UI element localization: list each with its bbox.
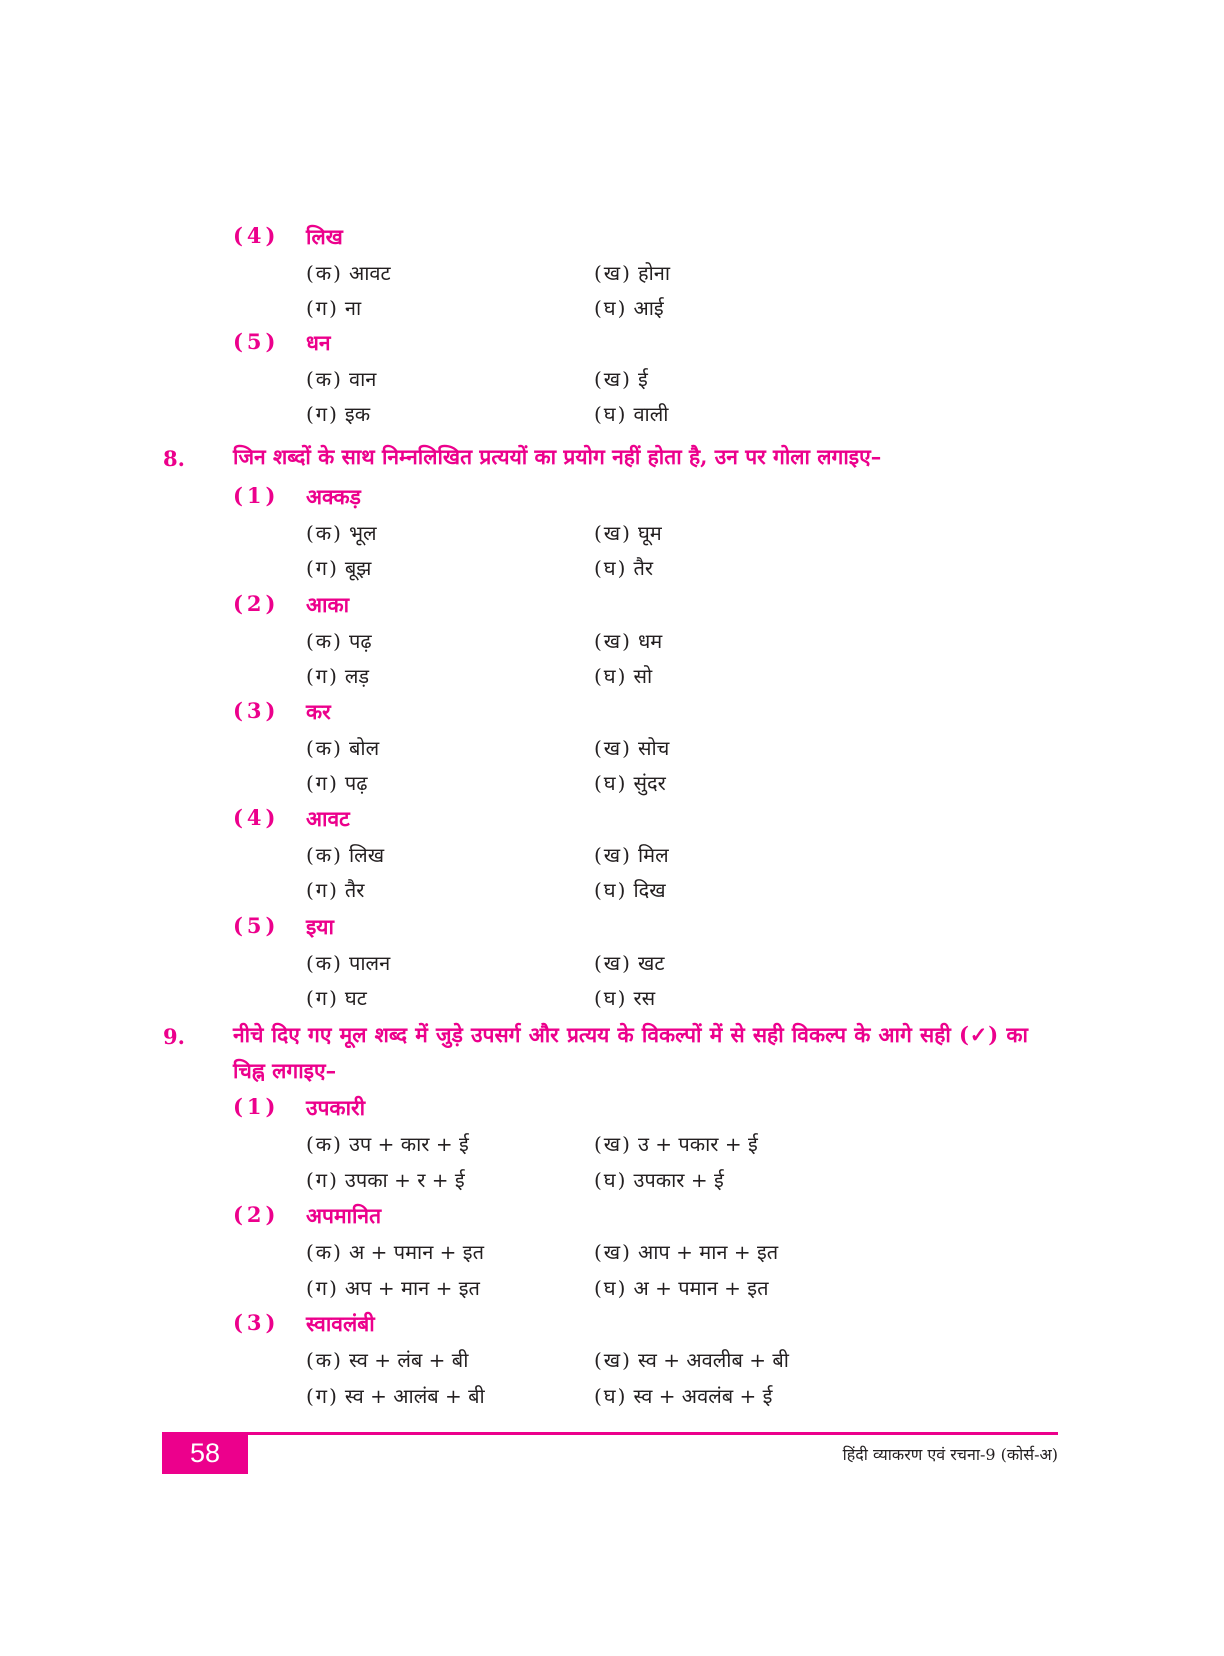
option-label: (घ) — [594, 1276, 628, 1300]
option-text: बोल — [348, 736, 380, 760]
option — [306, 259, 391, 286]
option — [306, 1166, 465, 1193]
option — [306, 949, 390, 976]
option-label: (घ) — [594, 986, 628, 1010]
footer-rule — [245, 1432, 1058, 1435]
suffix-word: कर — [306, 699, 331, 724]
option-text: स्व + आलंब + बी — [344, 1384, 485, 1408]
option — [594, 400, 668, 427]
option-text: भूल — [348, 521, 377, 545]
suffix-word: आवट — [306, 806, 350, 831]
option-text: पढ़ — [344, 771, 368, 795]
option-text: वान — [348, 367, 377, 391]
option-label: (क) — [306, 629, 343, 653]
option — [306, 294, 361, 321]
option — [594, 1274, 768, 1301]
option-label: (ख) — [594, 843, 632, 867]
option — [306, 554, 371, 581]
option-text: उप + कार + ई — [348, 1132, 469, 1156]
option-label: (क) — [306, 367, 343, 391]
item-number: (1) — [233, 483, 280, 508]
option — [594, 627, 662, 654]
option-label: (ग) — [306, 664, 339, 688]
option-text: होना — [637, 261, 671, 285]
option-text: तैर — [633, 556, 654, 580]
option-label: (ग) — [306, 878, 339, 902]
item-number: (5) — [233, 329, 280, 354]
page-number: 58 — [162, 1432, 248, 1474]
question-number: 9. — [163, 1024, 185, 1049]
option-label: (ग) — [306, 1168, 339, 1192]
option — [306, 1274, 480, 1301]
root-word: अपमानित — [306, 1203, 382, 1228]
option-label: (घ) — [594, 1168, 628, 1192]
question-number: 8. — [163, 446, 185, 471]
option — [594, 365, 648, 392]
option-label: (ग) — [306, 1276, 339, 1300]
option-label: (ख) — [594, 951, 632, 975]
option-label: (क) — [306, 261, 343, 285]
suffix-word: अक्कड़ — [306, 484, 361, 509]
option-text: लिख — [348, 843, 385, 867]
option-label: (क) — [306, 1132, 343, 1156]
option-text: सो — [633, 664, 653, 688]
root-word: उपकारी — [306, 1095, 366, 1120]
option-label: (ख) — [594, 521, 632, 545]
option — [306, 841, 384, 868]
option-text: आई — [633, 296, 664, 320]
option-label: (ग) — [306, 556, 339, 580]
option — [594, 1346, 789, 1373]
item-number: (2) — [233, 591, 280, 616]
item-number: (4) — [233, 805, 280, 830]
option-text: स्व + लंब + बी — [348, 1348, 469, 1372]
option-label: (ख) — [594, 261, 632, 285]
option-text: खट — [637, 951, 665, 975]
root-word: स्वावलंबी — [306, 1311, 375, 1336]
option-label: (घ) — [594, 556, 628, 580]
option-text: आप + मान + इत — [637, 1240, 779, 1264]
option-text: आवट — [348, 261, 391, 285]
option — [306, 876, 364, 903]
option-label: (ग) — [306, 402, 339, 426]
option-text: दिख — [633, 878, 666, 902]
option-label: (क) — [306, 736, 343, 760]
option — [594, 984, 655, 1011]
option-label: (ख) — [594, 1348, 632, 1372]
suffix-word: आका — [306, 592, 350, 617]
option-label: (घ) — [594, 771, 628, 795]
item-number: (4) — [233, 223, 280, 248]
option — [594, 259, 670, 286]
option — [306, 1130, 469, 1157]
option — [594, 1130, 758, 1157]
option-text: घूम — [637, 521, 662, 545]
option-text: पालन — [348, 951, 391, 975]
option-text: बूझ — [344, 556, 372, 580]
option-label: (घ) — [594, 402, 628, 426]
option-text: उपकार + ई — [633, 1168, 724, 1192]
option-text: रस — [633, 986, 656, 1010]
option-label: (ग) — [306, 1384, 339, 1408]
option — [306, 365, 376, 392]
option-label: (ख) — [594, 1132, 632, 1156]
option-text: धम — [637, 629, 663, 653]
suffix-word: इया — [306, 914, 334, 939]
option — [306, 519, 377, 546]
option-label: (ग) — [306, 771, 339, 795]
option — [306, 627, 372, 654]
option-label: (क) — [306, 1348, 343, 1372]
option — [594, 1382, 772, 1409]
option-text: इक — [344, 402, 371, 426]
option — [306, 1382, 485, 1409]
option-label: (क) — [306, 1240, 343, 1264]
option-text: अ + पमान + इत — [633, 1276, 769, 1300]
item-number: (1) — [233, 1094, 280, 1119]
item-number: (5) — [233, 913, 280, 938]
option — [306, 734, 379, 761]
option — [594, 519, 662, 546]
option-label: (क) — [306, 951, 343, 975]
option — [594, 554, 653, 581]
option-text: लड़ — [344, 664, 370, 688]
option-text: घट — [344, 986, 367, 1010]
option — [594, 876, 666, 903]
option-text: स्व + अवलीब + बी — [637, 1348, 789, 1372]
option-label: (घ) — [594, 1384, 628, 1408]
item-number: (2) — [233, 1202, 280, 1227]
option-label: (ख) — [594, 629, 632, 653]
option-text: उ + पकार + ई — [637, 1132, 758, 1156]
option-text: सुंदर — [633, 771, 666, 795]
option-label: (घ) — [594, 878, 628, 902]
root-word: धन — [306, 330, 331, 355]
option-text: सोच — [637, 736, 670, 760]
option — [306, 769, 368, 796]
option — [594, 841, 669, 868]
question-text: जिन शब्दों के साथ निम्नलिखित प्रत्ययों का प्रयोग नहीं होता है, उन पर गोला लगाइए– — [233, 444, 882, 469]
option-label: (घ) — [594, 664, 628, 688]
option — [594, 1166, 724, 1193]
item-number: (3) — [233, 1310, 280, 1335]
book-title: हिंदी व्याकरण एवं रचना-9 (कोर्स-अ) — [842, 1445, 1058, 1464]
question-text: नीचे दिए गए मूल शब्द में जुड़े उपसर्ग और प्रत्यय के विकल्पों में से सही विकल्प के आगे सही (✓) का चिह्न लगाइए– — [233, 1022, 1028, 1083]
option — [594, 949, 664, 976]
option — [306, 984, 367, 1011]
option — [594, 294, 664, 321]
option-text: मिल — [637, 843, 669, 867]
option-text: वाली — [633, 402, 669, 426]
option-text: अ + पमान + इत — [348, 1240, 485, 1264]
option-text: उपका + र + ई — [344, 1168, 465, 1192]
option-text: तैर — [344, 878, 365, 902]
option — [306, 1238, 484, 1265]
option-label: (ख) — [594, 1240, 632, 1264]
option — [306, 1346, 468, 1373]
option-text: पढ़ — [348, 629, 372, 653]
option-label: (घ) — [594, 296, 628, 320]
option-text: ई — [637, 367, 648, 391]
option-text: ना — [344, 296, 362, 320]
option — [306, 662, 369, 689]
item-number: (3) — [233, 698, 280, 723]
option — [594, 734, 669, 761]
option-text: स्व + अवलंब + ई — [633, 1384, 773, 1408]
option-label: (क) — [306, 521, 343, 545]
option-label: (ग) — [306, 986, 339, 1010]
option-label: (ग) — [306, 296, 339, 320]
option-label: (ख) — [594, 367, 632, 391]
option — [306, 400, 370, 427]
option — [594, 662, 652, 689]
option — [594, 1238, 778, 1265]
option-label: (ख) — [594, 736, 632, 760]
option — [594, 769, 666, 796]
option-text: अप + मान + इत — [344, 1276, 480, 1300]
option-label: (क) — [306, 843, 343, 867]
root-word: लिख — [306, 224, 343, 249]
